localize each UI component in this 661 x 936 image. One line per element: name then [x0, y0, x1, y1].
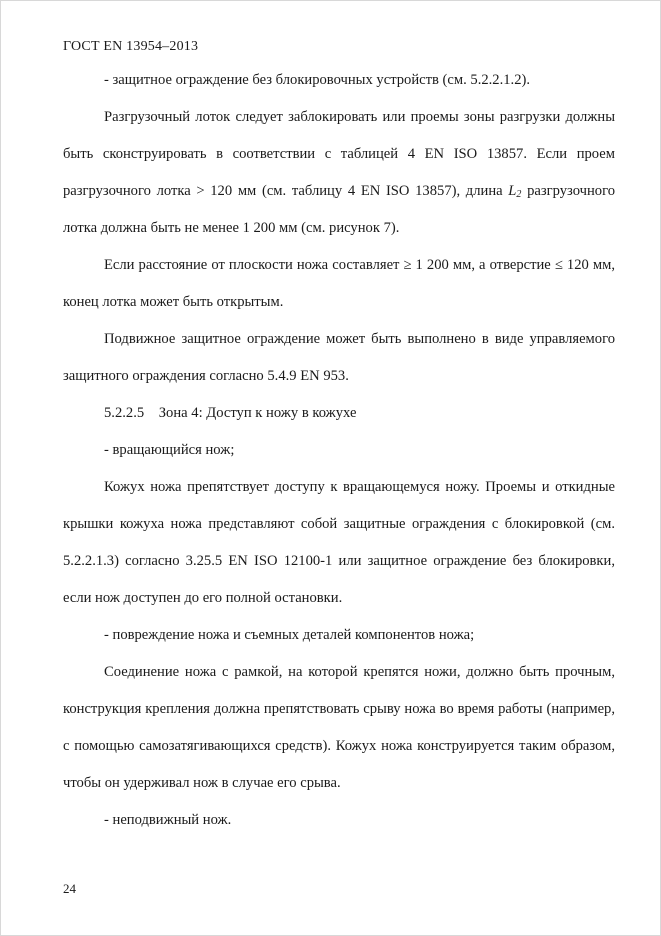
paragraph-bullet-rotating-knife: - вращающийся нож;: [104, 442, 235, 458]
paragraph-knife-connection: Соединение ножа с рамкой, на которой крепятся ножи, должно быть прочным, конструкция крепления должна препятствовать срыву ножа во время работы (например, с помощью самозатягивающихся средств). Кожух ножа конструируется таким образом, чтобы он удерживал нож в случае его срыва.: [63, 664, 615, 791]
page-number: 24: [63, 881, 76, 896]
document-body: [63, 62, 615, 839]
paragraph-bullet-fixed-knife: - неподвижный нож.: [104, 812, 232, 828]
paragraph-movable-guard: Подвижное защитное ограждение может быть выполнено в виде управляемого защитного ограждения согласно 5.4.9 EN 953.: [63, 331, 615, 384]
document-header: ГОСТ EN 13954–2013: [63, 39, 199, 54]
paragraph-knife-housing: Кожух ножа препятствует доступу к вращающемуся ножу. Проемы и откидные крышки кожуха ножа представляют собой защитные ограждения с блокировкой (см. 5.2.2.1.3) согласно 3.25.5 EN ISO 12100-1 или защитное ограждение без блокировки, если нож доступен до его полной остановки.: [63, 479, 615, 606]
paragraph-discharge-chute-text: Разгрузочный лоток следует заблокировать или проемы зоны разгрузки должны быть сконструировать в соответствии с таблицей 4 EN ISO 13857. Если проем разгрузочного лотка > 120 мм (см. таблицу 4 EN ISO 13857), длина: [63, 109, 615, 199]
paragraph-bullet-guard: - защитное ограждение без блокировочных устройств (см. 5.2.2.1.2).: [104, 72, 531, 88]
section-heading-5-2-2-5: 5.2.2.5 Зона 4: Доступ к ножу в кожухе: [104, 405, 357, 421]
paragraph-discharge-chute: [63, 99, 615, 247]
paragraph-discharge-chute-tail: разгрузочного лотка должна быть не менее 1 200 мм (см. рисунок 7).: [63, 183, 615, 236]
l2-symbol: $L_2$: [508, 183, 522, 200]
paragraph-bullet-knife-damage: - повреждение ножа и съемных деталей компонентов ножа;: [104, 627, 475, 643]
paragraph-distance: Если расстояние от плоскости ножа составляет ≥ 1 200 мм, а отверстие ≤ 120 мм, конец лотка может быть открытым.: [63, 257, 615, 310]
